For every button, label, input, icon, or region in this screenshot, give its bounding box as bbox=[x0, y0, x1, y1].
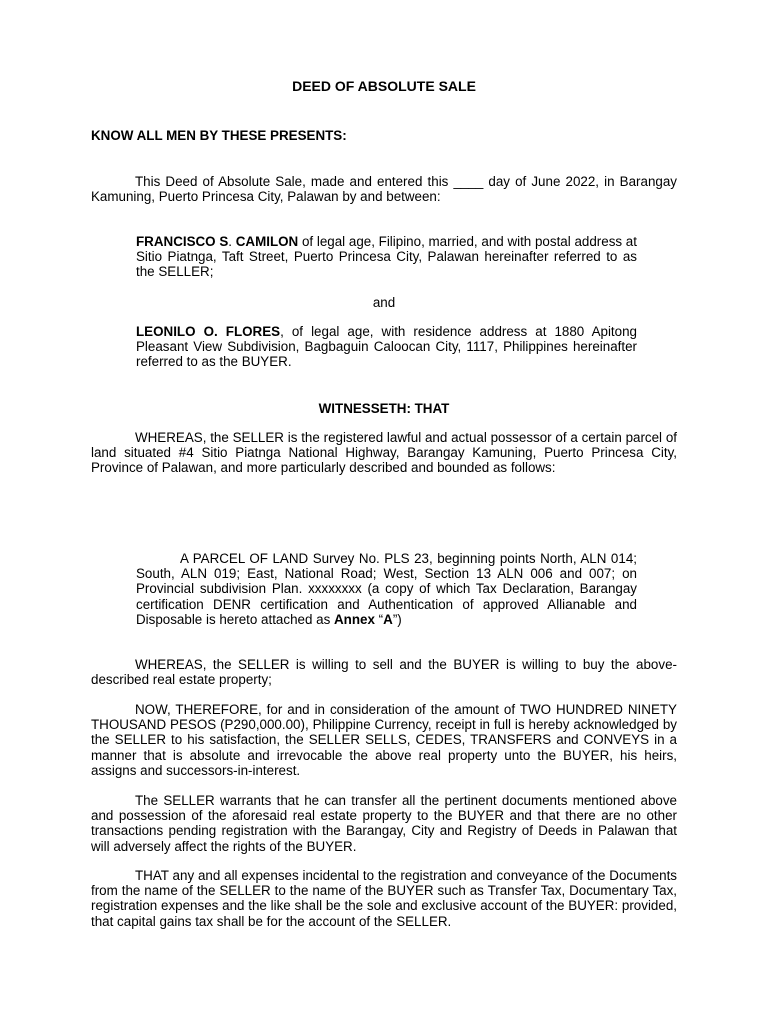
buyer-details: , of legal age, with residence address at 1880 Apitong Pleasant View Subdivision, Bagbaguin Caloocan City, 1117, Philippines hereinafter referred to as the BUYER. bbox=[136, 324, 637, 370]
annex-label: Annex bbox=[334, 611, 375, 627]
seller-paragraph bbox=[136, 234, 637, 280]
buyer-paragraph bbox=[136, 324, 637, 370]
intro-paragraph: This Deed of Absolute Sale, made and entered this ____ day of June 2022, in Barangay Kamuning, Puerto Princesa City, Palawan by and between: bbox=[91, 174, 677, 205]
whereas-willing-paragraph: WHEREAS, the SELLER is willing to sell and the BUYER is willing to buy the above-described real estate property; bbox=[91, 657, 677, 688]
annex-letter: A bbox=[383, 611, 393, 627]
document-title: DEED OF ABSOLUTE SALE bbox=[292, 78, 476, 94]
annex-quote-open: “ bbox=[374, 611, 384, 627]
annex-quote-close: ”) bbox=[392, 611, 402, 627]
seller-name-dot: . bbox=[228, 234, 232, 249]
expenses-paragraph: THAT any and all expenses incidental to the registration and conveyance of the Documents from the name of the SELLER to the name of the BUYER such as Transfer Tax, Documentary Tax, registration expenses and the like shall be the sole and exclusive account of the BUYER: provided, that capital gains tax shall be for the account of the SELLER. bbox=[91, 868, 677, 929]
opening-line: KNOW ALL MEN BY THESE PRESENTS: bbox=[91, 128, 347, 143]
consideration-paragraph: NOW, THEREFORE, for and in consideration of the amount of TWO HUNDRED NINETY THOUSAND PESOS (P290,000.00), Philippine Currency, receipt in full is hereby acknowledged by the SELLER to his satisfaction, the SELLER SELLS, CEDES, TRANSFERS and CONVEYS in a manner that is absolute and irrevocable the above real property unto the BUYER, his heirs, assigns and successors-in-interest. bbox=[91, 702, 677, 778]
seller-name-part1: FRANCISCO S bbox=[136, 234, 229, 249]
parcel-text: A PARCEL OF LAND Survey No. PLS 23, beginning points North, ALN 014; South, ALN 019; East, National Road; West, Section 13 ALN 006 and 007; on Provincial subdivision Plan. xxxxxxxx (a copy of which Tax Declaration, Barangay certification DENR certification and Authentication of approved Allianable and Disposable is hereto attached as bbox=[136, 551, 637, 627]
buyer-name: LEONILO O. FLORES bbox=[136, 324, 281, 339]
warranty-paragraph: The SELLER warrants that he can transfer all the pertinent documents mentioned above and possession of the aforesaid real estate property to the BUYER and that there are no other transactions pending registration with the Barangay, City and Registry of Deeds in Palawan that will adversely affect the rights of the BUYER. bbox=[91, 793, 677, 854]
whereas-possessor-paragraph: WHEREAS, the SELLER is the registered lawful and actual possessor of a certain parcel of land situated #4 Sitio Piatnga National Highway, Barangay Kamuning, Puerto Princesa City, Province of Palawan, and more particularly described and bounded as follows: bbox=[91, 430, 677, 476]
witnesseth-heading: WITNESSETH: THAT bbox=[318, 401, 450, 416]
seller-name-part2: CAMILON bbox=[235, 234, 299, 249]
seller-details: of legal age, Filipino, married, and with postal address at Sitio Piatnga, Taft Street, Puerto Princesa City, Palawan hereinafter referred to as the SELLER; bbox=[136, 234, 637, 280]
parcel-description bbox=[136, 551, 637, 627]
conjunction: and bbox=[372, 295, 396, 310]
